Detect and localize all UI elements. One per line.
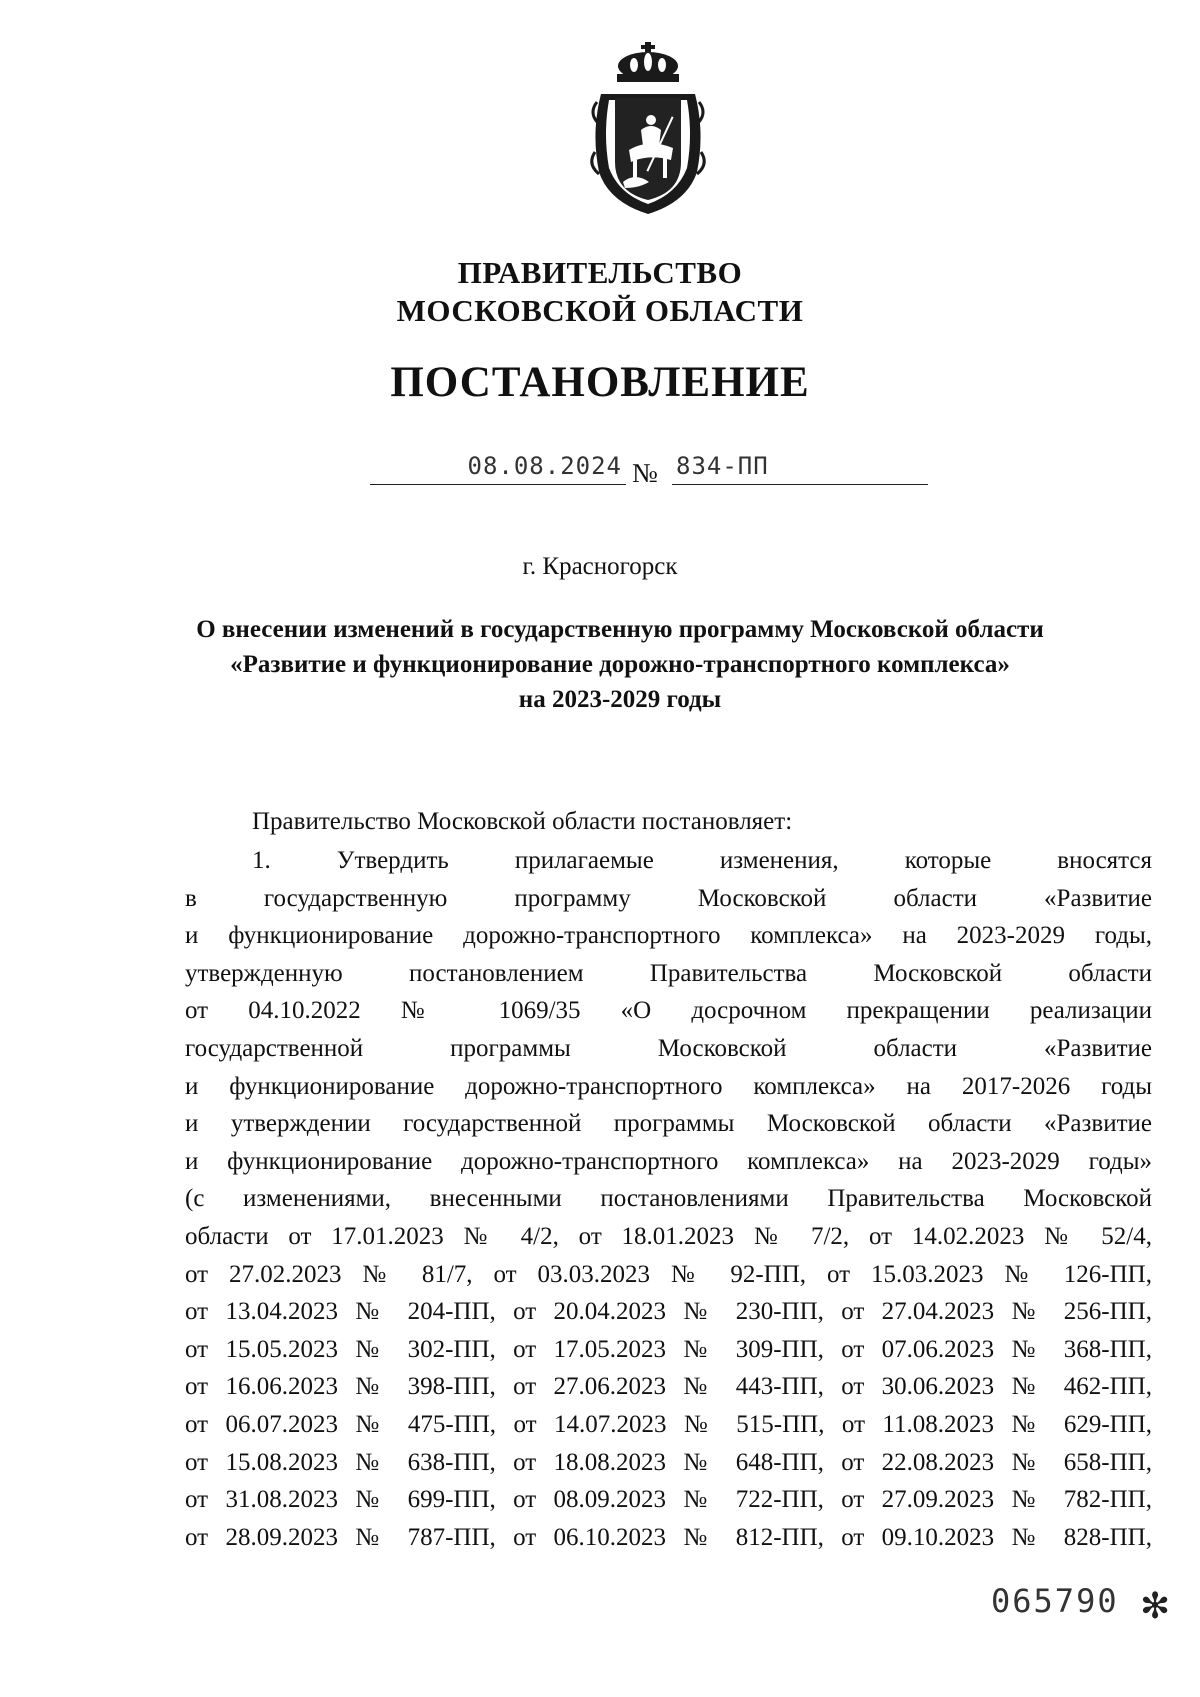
intro-sentence: Правительство Московской области постановляет: <box>252 808 793 835</box>
paragraph-line: и функционирование дорожно-транспортного комплекса» на 2023-2029 годы, <box>185 922 1152 950</box>
document-date-field: 08.08.2024 <box>370 452 626 485</box>
paragraph-1 <box>185 842 1152 1556</box>
coat-of-arms-icon <box>589 42 707 218</box>
paragraph-line: (с изменениями, внесенными постановлениями Правительства Московской <box>185 1185 1152 1213</box>
paragraph-line: и функционирование дорожно-транспортного комплекса» на 2023-2029 годы» <box>185 1147 1152 1175</box>
paragraph-line: области от 17.01.2023 № 4/2, от 18.01.2023 № 7/2, от 14.02.2023 № 52/4, <box>185 1222 1152 1250</box>
paragraph-line: в государственную программу Московской области «Развитие <box>185 884 1152 912</box>
paragraph-line: от 04.10.2022 № 1069/35 «О досрочном прекращении реализации <box>185 997 1152 1025</box>
paragraph-line: от 15.08.2023 № 638-ПП, от 18.08.2023 № 648-ПП, от 22.08.2023 № 658-ПП, <box>185 1448 1152 1476</box>
number-sign: № <box>632 458 658 488</box>
paragraph-line: и функционирование дорожно-транспортного комплекса» на 2017-2026 годы <box>185 1072 1152 1100</box>
paragraph-line: 1. Утвердить прилагаемые изменения, которые вносятся <box>252 847 1152 874</box>
paragraph-line: государственной программы Московской области «Развитие <box>185 1034 1152 1062</box>
paragraph-line: от 13.04.2023 № 204-ПП, от 20.04.2023 № 230-ПП, от 27.04.2023 № 256-ПП, <box>185 1298 1152 1326</box>
asterisk-mark-icon: ✻ <box>1140 1586 1171 1626</box>
subject-line: на 2023-2029 годы <box>518 686 722 713</box>
document-type-title: ПОСТАНОВЛЕНИЕ <box>390 359 810 406</box>
form-serial-number: 065790 <box>991 1582 1119 1620</box>
paragraph-line: от 16.06.2023 № 398-ПП, от 27.06.2023 № 443-ПП, от 30.06.2023 № 462-ПП, <box>185 1373 1152 1401</box>
paragraph-line: от 28.09.2023 № 787-ПП, от 06.10.2023 № 812-ПП, от 09.10.2023 № 828-ПП, <box>185 1523 1152 1551</box>
paragraph-line: утвержденную постановлением Правительства Московской области <box>185 959 1152 987</box>
document-subject <box>170 612 1070 717</box>
city-of-issue: г. Красногорск <box>522 553 678 580</box>
subject-line: О внесении изменений в государственную программу Московской области <box>196 616 1044 643</box>
paragraph-line: от 15.05.2023 № 302-ПП, от 17.05.2023 № 309-ПП, от 07.06.2023 № 368-ПП, <box>185 1335 1152 1363</box>
paragraph-line: от 27.02.2023 № 81/7, от 03.03.2023 № 92-ПП, от 15.03.2023 № 126-ПП, <box>185 1260 1152 1288</box>
subject-line: «Развитие и функционирование дорожно-транспортного комплекса» <box>230 651 1010 678</box>
paragraph-line: от 31.08.2023 № 699-ПП, от 08.09.2023 № 722-ПП, от 27.09.2023 № 782-ПП, <box>185 1486 1152 1514</box>
paragraph-line: от 06.07.2023 № 475-ПП, от 14.07.2023 № 515-ПП, от 11.08.2023 № 629-ПП, <box>185 1410 1152 1438</box>
document-number-field: 834-ПП <box>672 452 928 485</box>
organization-name-line2: МОСКОВСКОЙ ОБЛАСТИ <box>396 293 804 328</box>
organization-name-line1: ПРАВИТЕЛЬСТВО <box>457 255 743 290</box>
paragraph-line: и утверждении государственной программы Московской области «Развитие <box>185 1110 1152 1138</box>
